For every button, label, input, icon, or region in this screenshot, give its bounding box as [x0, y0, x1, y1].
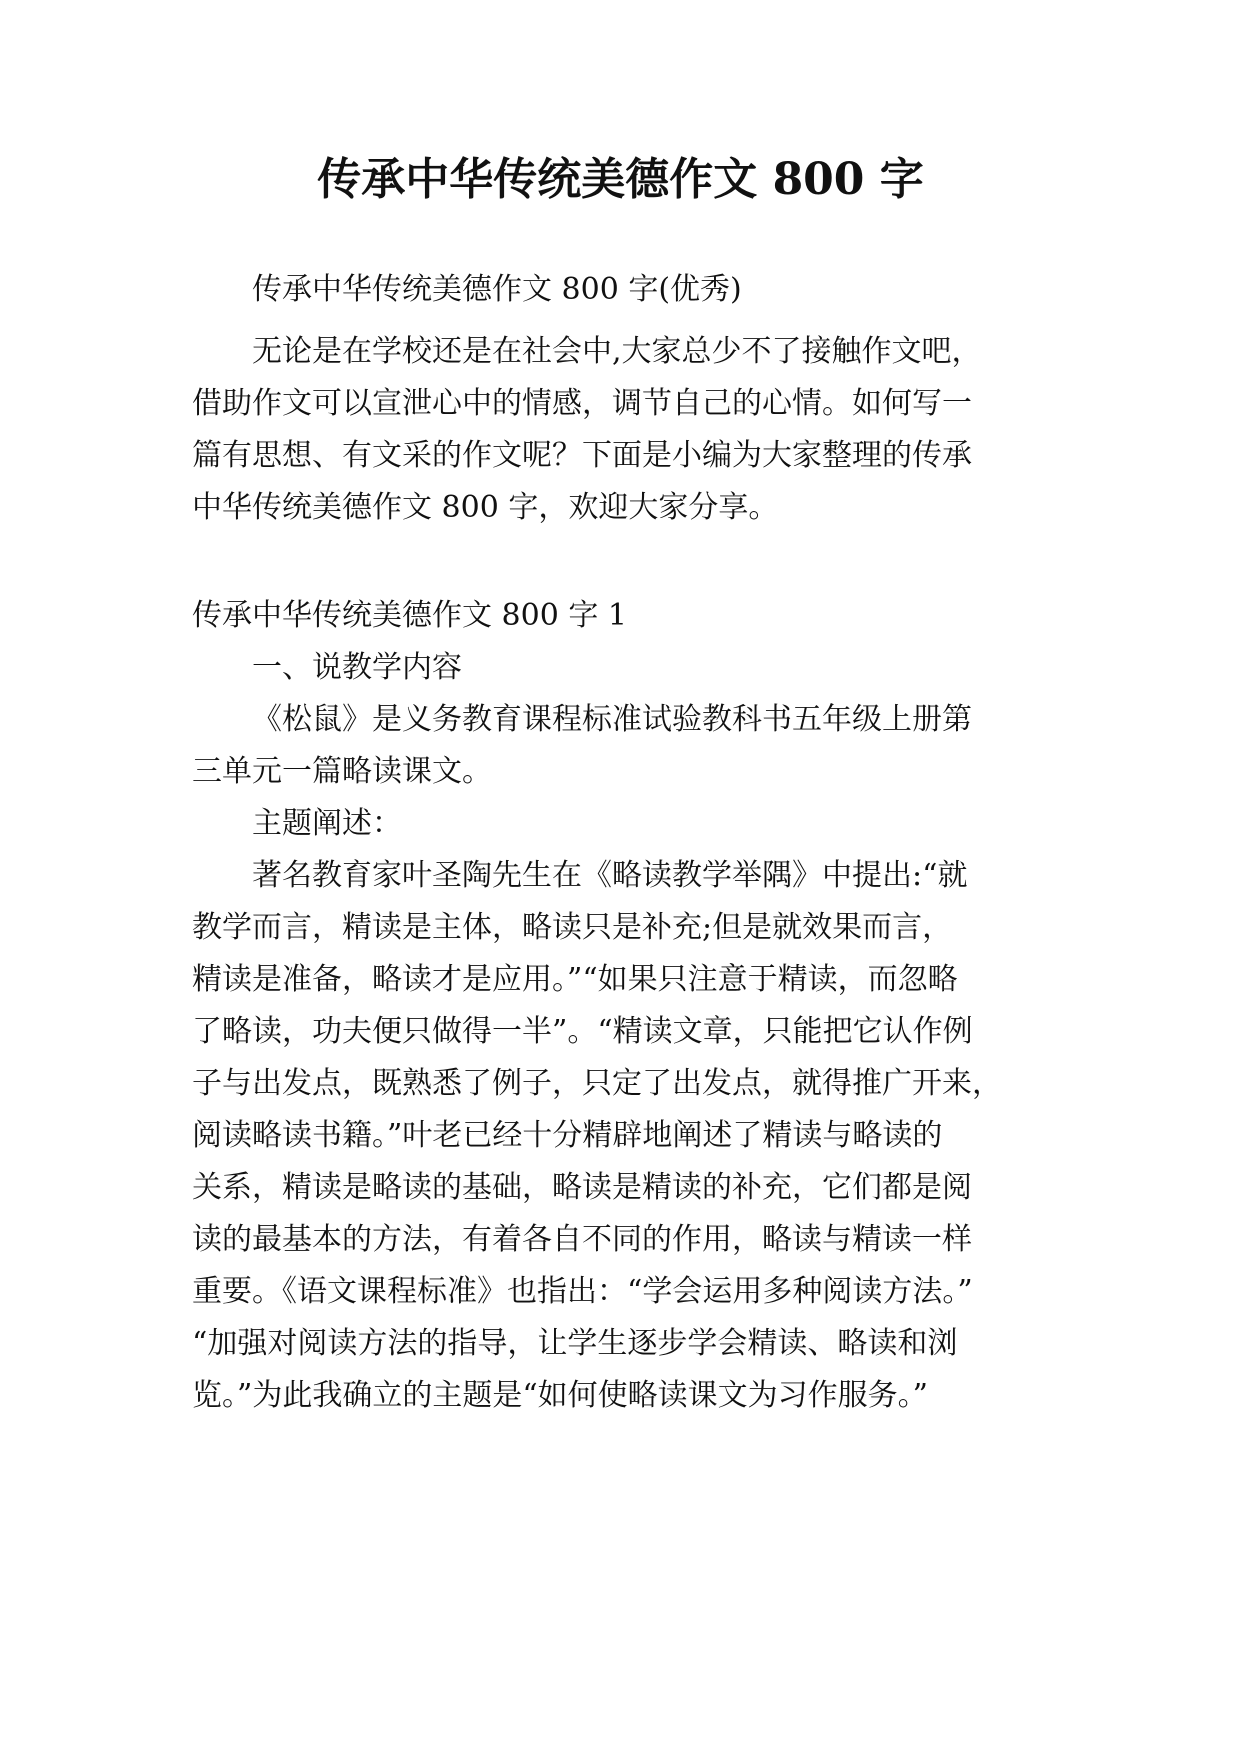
paragraph-line: 关系，精读是略读的基础，略读是精读的补充，它们都是阅 [192, 1170, 972, 1205]
paragraph-line: “加强对阅读方法的指导，让学生逐步学会精读、略读和浏 [192, 1326, 958, 1361]
paragraph-line: 子与出发点，既熟悉了例子，只定了出发点，就得推广开来， [192, 1066, 1002, 1101]
paragraph-line: 览。”为此我确立的主题是“如何使略读课文为习作服务。” [192, 1378, 929, 1413]
paragraph-line: 三单元一篇略读课文。 [192, 754, 492, 789]
paragraph-line: 无论是在学校还是在社会中,大家总少不了接触作文吧， [252, 334, 982, 369]
paragraph-line: 中华传统美德作文 800 字，欢迎大家分享。 [192, 490, 779, 525]
subsection-heading: 主题阐述： [252, 806, 402, 841]
paragraph-line: 重要。《语文课程标准》也指出：“学会运用多种阅读方法。” [192, 1274, 973, 1309]
paragraph-line: 著名教育家叶圣陶先生在《略读教学举隅》中提出:“就 [252, 858, 968, 893]
paragraph-line: 读的最基本的方法，有着各自不同的作用，略读与精读一样 [192, 1222, 972, 1257]
subsection-heading: 一、说教学内容 [252, 650, 462, 685]
paragraph-line: 精读是准备，略读才是应用。”“如果只注意于精读，而忽略 [192, 962, 958, 997]
paragraph-line: 《松鼠》是义务教育课程标准试验教科书五年级上册第 [252, 702, 972, 737]
section-heading: 传承中华传统美德作文 800 字 1 [192, 598, 627, 633]
paragraph-line: 借助作文可以宣泄心中的情感，调节自己的心情。如何写一 [192, 386, 972, 421]
document-title: 传承中华传统美德作文 800 字 [317, 154, 924, 205]
paragraph-line: 阅读略读书籍。”叶老已经十分精辟地阐述了精读与略读的 [192, 1118, 943, 1153]
paragraph-line: 教学而言，精读是主体，略读只是补充;但是就效果而言， [192, 910, 953, 945]
paragraph-line: 了略读，功夫便只做得一半”。“精读文章，只能把它认作例 [192, 1014, 973, 1049]
subtitle-line: 传承中华传统美德作文 800 字(优秀) [252, 272, 742, 307]
paragraph-line: 篇有思想、有文采的作文呢？下面是小编为大家整理的传承 [192, 438, 972, 473]
